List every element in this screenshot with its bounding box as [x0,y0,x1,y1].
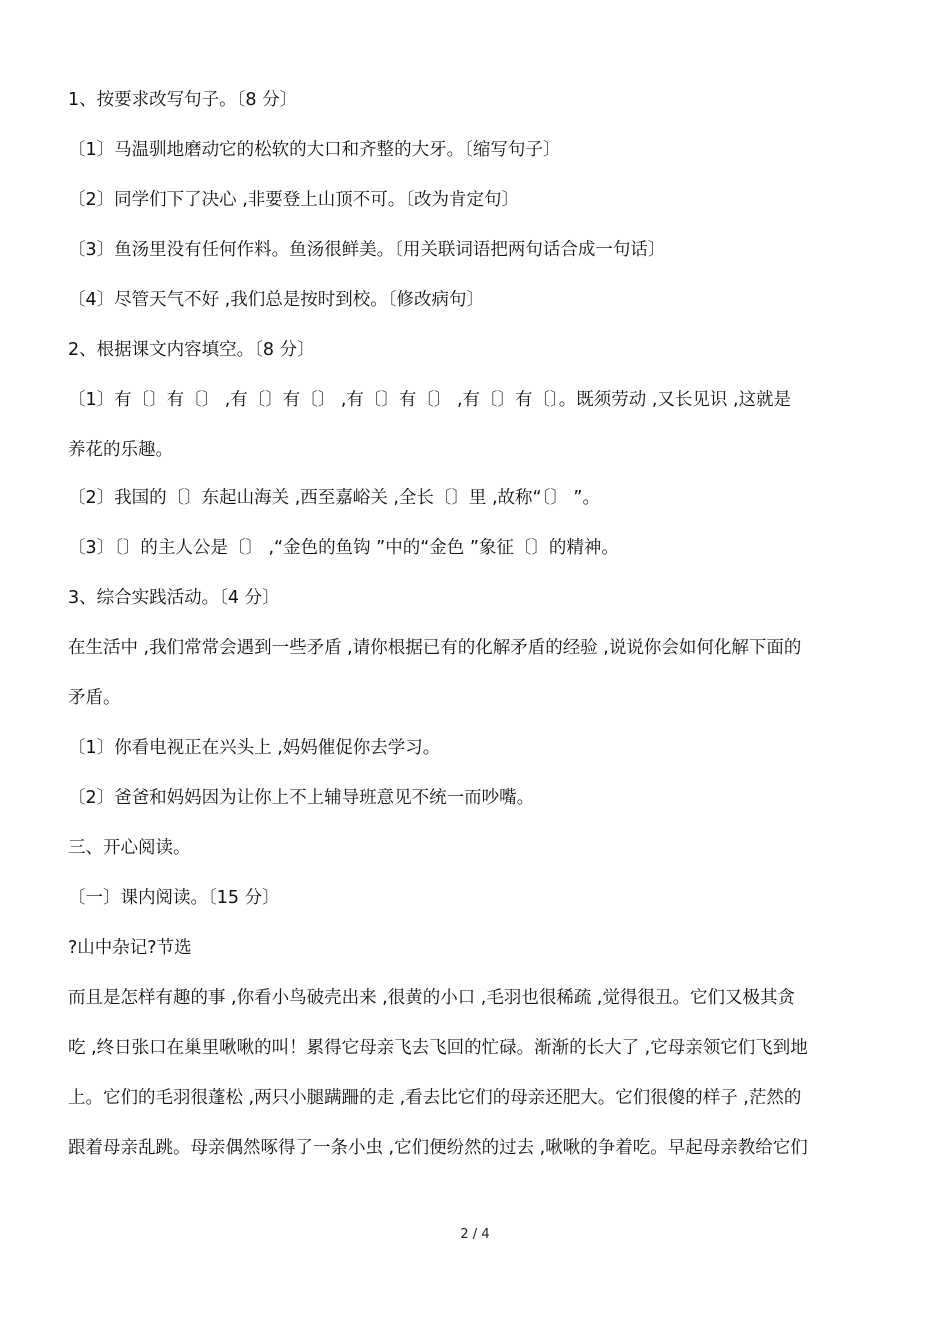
text-line-20: 吃 ,终日张口在巢里啾啾的叫！累得它母亲飞去飞回的忙碌。渐渐的长大了 ,它母亲领它们飞到地 [68,1038,808,1058]
text-line-02: 〔1〕马温驯地磨动它的松软的大口和齐整的大牙。〔缩写句子〕 [68,140,561,160]
page-number: 2 / 4 [460,1227,490,1242]
text-line-18: ?山中杂记?节选 [68,938,192,958]
text-line-05: 〔4〕尽管天气不好 ,我们总是按时到校。〔修改病句〕 [68,290,485,310]
text-line-12: 在生活中 ,我们常常会遇到一些矛盾 ,请你根据已有的化解矛盾的经验 ,说说你会如何化解下面的 [68,638,802,658]
text-line-08: 养花的乐趣。 [68,440,173,460]
text-line-13: 矛盾。 [68,688,121,708]
text-line-06: 2、根据课文内容填空。〔8 分〕 [68,340,315,360]
text-line-10: 〔3〕〔〕的主人公是〔〕 ,“金色的鱼钩 ”中的“金色 ”象征〔〕的精神。 [68,538,619,558]
text-line-19: 而且是怎样有趣的事 ,你看小鸟破壳出来 ,很黄的小口 ,毛羽也很稀疏 ,觉得很丑。它们又极其贪 [68,988,795,1008]
text-line-21: 上。它们的毛羽很蓬松 ,两只小腿蹒跚的走 ,看去比它们的母亲还肥大。它们很傻的样子 ,茫然的 [68,1088,802,1108]
text-line-01: 1、按要求改写句子。〔8 分〕 [68,90,298,110]
text-line-14: 〔1〕你看电视正在兴头上 ,妈妈催促你去学习。 [68,738,441,758]
text-line-09: 〔2〕我国的〔〕东起山海关 ,西至嘉峪关 ,全长〔〕里 ,故称“〔〕 ”。 [68,488,600,508]
text-line-04: 〔3〕鱼汤里没有任何作料。鱼汤很鲜美。〔用关联词语把两句话合成一句话〕 [68,240,666,260]
text-line-15: 〔2〕爸爸和妈妈因为让你上不上辅导班意见不统一而吵嘴。 [68,788,535,808]
text-line-16: 三、开心阅读。 [68,838,191,858]
text-line-17: 〔一〕课内阅读。〔15 分〕 [68,888,280,908]
text-line-22: 跟着母亲乱跳。母亲偶然啄得了一条小虫 ,它们便纷然的过去 ,啾啾的争着吃。早起母亲教给它们 [68,1138,808,1158]
text-line-11: 3、综合实践活动。〔4 分〕 [68,588,280,608]
text-line-03: 〔2〕同学们下了决心 ,非要登上山顶不可。〔改为肯定句〕 [68,190,520,210]
text-line-07: 〔1〕有〔〕有〔〕 ,有〔〕有〔〕 ,有〔〕有〔〕 ,有〔〕有〔〕。既须劳动 ,又长见识 ,这就是 [68,390,792,410]
